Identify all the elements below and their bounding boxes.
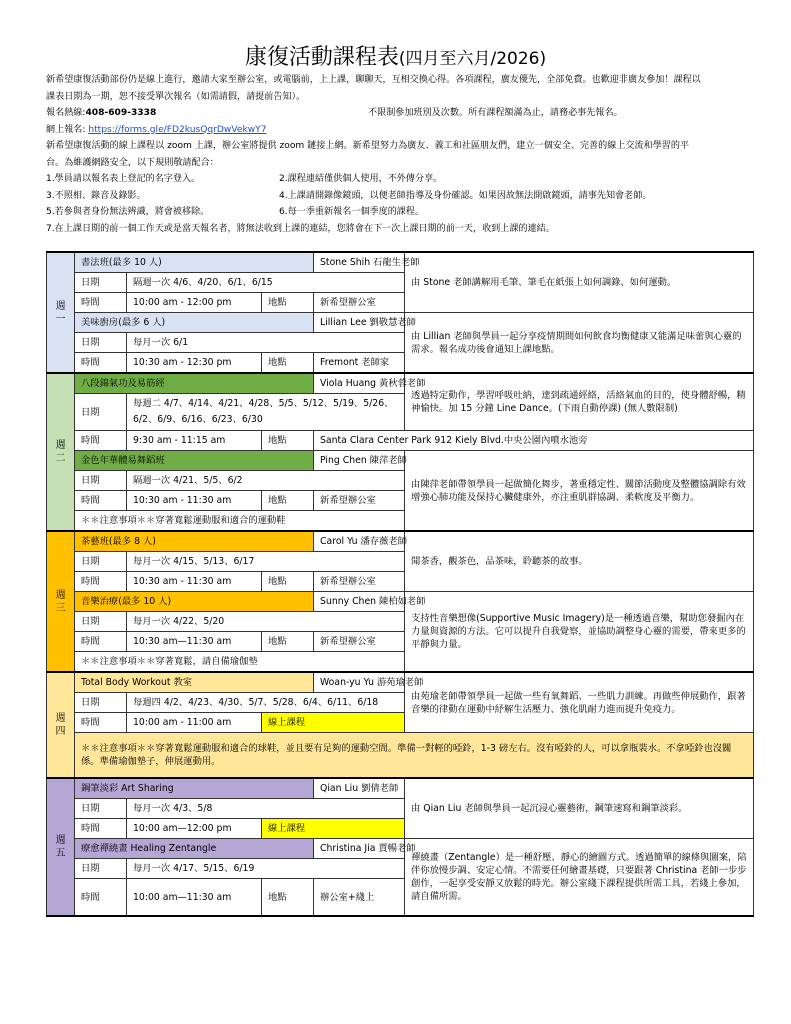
table-row — [47, 592, 754, 612]
course-time: 10:30 am - 11:30 am — [127, 491, 262, 511]
day-thu: 週 四 — [47, 672, 75, 778]
course-note: ＊＊注意事項＊＊穿著寬鬆運動服和適合的球鞋，並且要有足夠的運動空間。準備一對輕的啞鈴，1-3 磅左右。沒有啞鈴的人，可以拿瓶裝水。不拿啞鈴也沒關係。準備瑜伽墊子，伸展運動用。 — [75, 733, 754, 779]
course-desc: 透過特定動作，學習呼吸吐納，達到疏通經絡，活絡氣血的目的，使身體舒暢，精神愉快。加 15 分鐘 Line Dance。(下雨自動停課) (無人數限制) — [405, 373, 754, 431]
signup-row: 網上報名: https://forms.gle/FD2kusQqrDwVekwY7 — [46, 124, 267, 135]
course-name: 美味廚房(最多 6 人) — [75, 313, 314, 333]
course-desc: 支持性音樂想像(Supportive Music Imagery)是一種透過音樂，幫助您發掘內在力量與資源的方法。它可以提升自我覺察，並協助調整身心靈的需要，帶來更多的平靜與力量。 — [405, 592, 754, 673]
rule-item: 6.每一季重新報名一個季度的課程。 — [279, 207, 425, 217]
label-location: 地點 — [262, 431, 314, 451]
course-name: 八段錦氣功及易筋經 — [75, 373, 314, 394]
label-time: 時間 — [75, 491, 127, 511]
course-time: 10:00 am—12:00 pm — [127, 819, 262, 839]
hotline-row: 報名熱線:408-609-3338 不限制參加班別及次數。所有課程額滿為止，請務必事先報名。 — [46, 105, 756, 122]
course-location: Santa Clara Center Park 912 Kiely Blvd.中央公園內噴水池旁 — [314, 431, 754, 451]
day-tue: 週 二 — [47, 373, 75, 531]
table-row — [47, 839, 754, 859]
course-name: 鋼筆淡彩 Art Sharing — [75, 778, 314, 799]
label-location: 地點 — [262, 879, 314, 917]
teacher-name: Stone Shih 石龍生老師 — [314, 252, 405, 273]
course-desc: 聞茶香，觀茶色，品茶味，聆聽茶的故事。 — [405, 531, 754, 592]
teacher-name: Ping Chen 陳萍老師 — [314, 451, 405, 471]
teacher-name: Viola Huang 黃秋蓉老師 — [314, 373, 405, 394]
course-name: 音樂治療(最多 10 人) — [75, 592, 314, 612]
label-time: 時間 — [75, 353, 127, 374]
course-name: 茶藝班(最多 8 人) — [75, 531, 314, 552]
intro-line: 新希望康復活動的線上課程以 zoom 上課，辦公室將提供 zoom 鏈接上網。新希望努力為廣友、義工和社區朋友們，建立一個安全、完善的線上交流和學習的平 — [46, 141, 690, 151]
schedule-table — [46, 251, 754, 917]
label-time: 時間 — [75, 819, 127, 839]
course-time: 10:00 am—11:30 am — [127, 879, 262, 917]
course-location: 新希望辦公室 — [314, 632, 405, 652]
day-wed: 週 三 — [47, 531, 75, 672]
course-location: 新希望辦公室 — [314, 293, 405, 313]
rule-item: 5.若參與者身份無法辨識，將會被移除。 — [46, 207, 210, 217]
label-date: 日期 — [75, 273, 127, 293]
table-row — [47, 778, 754, 799]
rule-item: 1.學員請以報名表上登記的名字登入。 — [46, 174, 201, 184]
teacher-name: Qian Liu 劉倩老師 — [314, 778, 405, 799]
label-time: 時間 — [75, 431, 127, 451]
label-time: 時間 — [75, 293, 127, 313]
label-time: 時間 — [75, 879, 127, 917]
rule-item: 7.在上課日期的前一個工作天或是當天報名者，將無法收到上課的連結，您將會在下一次上課日期的前一天，收到上課的連結。 — [46, 223, 555, 234]
intro — [46, 72, 756, 237]
label-time: 時間 — [75, 572, 127, 592]
table-row — [47, 672, 754, 693]
course-date: 每月一次 4/22、5/20 — [127, 612, 405, 632]
course-date: 每月一次 4/15、5/13、6/17 — [127, 552, 405, 572]
course-time: 10:30 am—11:30 am — [127, 632, 262, 652]
course-time: 10:00 am - 11:00 am — [127, 713, 262, 733]
course-time: 10:30 am - 12:30 pm — [127, 353, 262, 374]
day-mon: 週 一 — [47, 252, 75, 373]
course-desc: 由 Qian Liu 老師與學員一起沉浸心靈藝術，鋼筆速寫和鋼筆淡彩。 — [405, 778, 754, 839]
course-date: 每月一次 4/17、5/15、6/19 — [127, 859, 405, 879]
course-date: 每月一次 4/3、5/8 — [127, 799, 405, 819]
course-desc: 由陳萍老師帶領學員一起做簡化舞步，著重穩定性、關節活動度及整體協調除有效增強心肺功能及保持心臟健康外，亦注重肌群協調、柔軟度及平衡力。 — [405, 451, 754, 532]
intro-line: 台。為維護網路安全，以下規則敬請配合： — [46, 157, 219, 168]
table-row — [47, 252, 754, 273]
rules-row — [46, 204, 756, 221]
rule-item: 2.課程連結僅供個人使用，不外傳分享。 — [279, 174, 443, 184]
course-date: 隔週一次 4/6、4/20、6/1、6/15 — [127, 273, 405, 293]
course-location: 辦公室+綫上 — [314, 879, 405, 917]
rule-item: 4.上課請開錄像鏡頭，以便老師指導及身份確認。如果因故無法開啟鏡頭，請事先知會老師。 — [279, 190, 652, 201]
teacher-name: Christina Jia 賈暢老師 — [314, 839, 405, 859]
course-name: 書法班(最多 10 人) — [75, 252, 314, 273]
online-badge: 線上課程 — [262, 819, 405, 839]
label-location: 地點 — [262, 632, 314, 652]
teacher-name: Carol Yu 潘存薇老師 — [314, 531, 405, 552]
label-date: 日期 — [75, 799, 127, 819]
table-row — [47, 313, 754, 333]
label-date: 日期 — [75, 693, 127, 713]
label-time: 時間 — [75, 713, 127, 733]
rule-item: 3.不照相、錄音及錄影。 — [46, 190, 146, 201]
signup-link[interactable]: https://forms.gle/FD2kusQqrDwVekwY7 — [88, 124, 267, 135]
course-name: 療愈禪繞畫 Healing Zentangle — [75, 839, 314, 859]
course-date: 每週二 4/7、4/14、4/21、4/28、5/5、5/12、5/19、5/26、6/2、6/9、6/16、6/23、6/30 — [127, 394, 405, 431]
intro-line: 新希望康復活動部份仍是線上進行，邀請大家至辦公室，或電腦前，上上課，聊聊天，互相交換心得。各項課程，廣友優先，全部免費。也歡迎非廣友參加！課程以 — [46, 75, 701, 85]
hotline-note: 不限制參加班別及次數。所有課程額滿為止，請務必事先報名。 — [368, 108, 623, 118]
course-desc: 由 Lillian 老師與學員一起分享疫情期間如何飲食均衡健康又能滿足味蕾與心靈的需求。報名成功後會通知上課地點。 — [405, 313, 754, 374]
hotline-number: 408-609-3338 — [85, 108, 157, 118]
course-desc: 禪繞畫（Zentangle）是一種舒壓、靜心的繪圖方式。透過簡單的線條與圖案，陪伴你放慢步調、安定心情。不需要任何繪畫基礎，只要跟著 Christina 老師一步步創作，一起享受安靜又放鬆的時光。辦公室綫下課程提供所需工具，若綫上參加，請自備所需。 — [405, 839, 754, 917]
course-date: 每月一次 6/1 — [127, 333, 405, 353]
label-time: 時間 — [75, 632, 127, 652]
table-row — [47, 451, 754, 471]
page-title: 康復活動課程表(四月至六月/2026) — [244, 45, 547, 70]
rules-row — [46, 171, 756, 188]
table-row — [47, 431, 754, 451]
course-note: ＊＊注意事項＊＊穿著寬鬆運動服和適合的運動鞋 — [75, 511, 405, 532]
course-location: Fremont 老師家 — [314, 353, 405, 374]
teacher-name: Lillian Lee 劉敬慧老師 — [314, 313, 405, 333]
table-row — [47, 373, 754, 394]
intro-line: 課表日期為一期，恕不接受單次報名（如需請假，請提前告知）。 — [46, 91, 306, 102]
course-date: 隔週一次 4/21、5/5、6/2 — [127, 471, 405, 491]
label-date: 日期 — [75, 471, 127, 491]
table-row — [47, 531, 754, 552]
course-name: 金色年華體易舞蹈班 — [75, 451, 314, 471]
label-date: 日期 — [75, 859, 127, 879]
course-time: 10:30 am - 11:30 am — [127, 572, 262, 592]
course-date: 每週四 4/2、4/23、4/30、5/7、5/28、6/4、6/11、6/18 — [127, 693, 405, 713]
label-date: 日期 — [75, 612, 127, 632]
label-date: 日期 — [75, 552, 127, 572]
rules-row — [46, 188, 756, 205]
teacher-name: Woan-yu Yu 游苑瑜老師 — [314, 672, 405, 693]
course-time: 10:00 am - 12:00 pm — [127, 293, 262, 313]
online-badge: 線上課程 — [262, 713, 405, 733]
course-location: 新希望辦公室 — [314, 572, 405, 592]
teacher-name: Sunny Chen 陳柏如老師 — [314, 592, 405, 612]
table-row — [47, 733, 754, 779]
label-location: 地點 — [262, 491, 314, 511]
course-desc: 由 Stone 老師講解用毛筆、筆毛在紙張上如何調錄、如何運動。 — [405, 252, 754, 313]
day-fri: 週 五 — [47, 778, 75, 916]
course-note: ＊＊注意事項＊＊穿著寬鬆，請自備瑜伽墊 — [75, 652, 405, 673]
label-location: 地點 — [262, 353, 314, 374]
label-location: 地點 — [262, 293, 314, 313]
course-name: Total Body Workout 教室 — [75, 672, 314, 693]
label-date: 日期 — [75, 333, 127, 353]
course-time: 9:30 am - 11:15 am — [127, 431, 262, 451]
label-date: 日期 — [75, 394, 127, 431]
course-desc: 由苑瑜老師帶領學員一起做一些有氧舞蹈、一些肌力訓練。再做些伸展動作，跟著音樂的律動在運動中紓解生活壓力、強化肌耐力進而提升免疫力。 — [405, 672, 754, 733]
course-location: 新希望辦公室 — [314, 491, 405, 511]
label-location: 地點 — [262, 572, 314, 592]
